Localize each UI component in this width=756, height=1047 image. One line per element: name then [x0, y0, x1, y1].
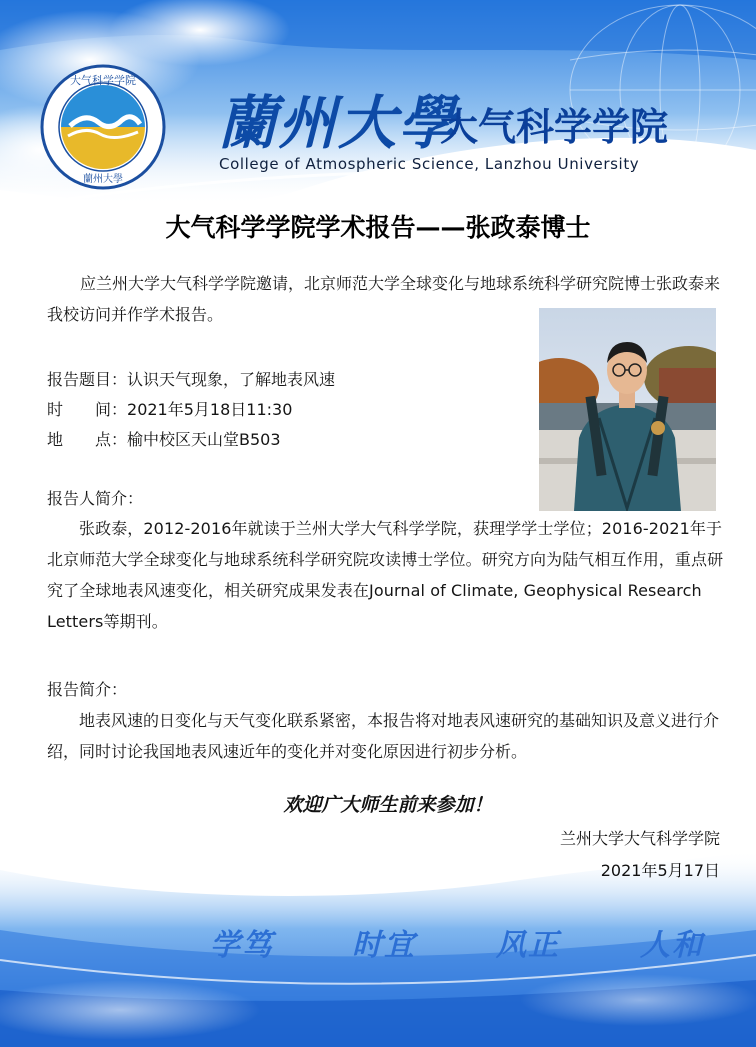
seal-text-bottom: 蘭州大學 [83, 174, 123, 185]
speaker-bio: 张政泰，2012-2016年就读于兰州大学大气科学学院，获理学学士学位；2016-2021年于北京师范大学全球变化与地球系统科学研究院攻读博士学位。研究方向为陆气相互作用，重点研究了全球地表风速变化，相关研究成果发表在Journal of Climate, Geophysical Research Letters等期刊。 [47, 519, 724, 631]
signature-org: 兰州大学大气科学学院 [559, 829, 720, 848]
college-name: 大气科学学院 [440, 105, 669, 149]
place-value: 榆中校区天山堂B503 [127, 430, 281, 449]
time-value: 2021年5月18日11:30 [127, 400, 293, 419]
summary-heading: 报告简介： [47, 680, 128, 699]
college-name-english: College of Atmospheric Science, Lanzhou University [219, 155, 640, 173]
topic-line [47, 366, 335, 394]
motto-1: 学笃 [210, 928, 274, 963]
topic-value: 认识天气现象，了解地表风速 [127, 370, 336, 389]
speaker-heading: 报告人简介： [47, 489, 144, 508]
welcome-line: 欢迎广大师生前来参加！ [283, 794, 493, 816]
motto-2: 时宜 [352, 928, 416, 963]
motto-3: 风正 [496, 928, 560, 963]
speaker-photo [539, 308, 716, 511]
university-seal-logo [40, 64, 166, 190]
time-line [47, 396, 292, 424]
summary-paragraph: 地表风速的日变化与天气变化联系紧密，本报告将对地表风速研究的基础知识及意义进行介绍，同时讨论我国地表风速近年的变化并对变化原因进行初步分析。 [47, 711, 720, 761]
invitation-paragraph: 应兰州大学大气科学学院邀请，北京师范大学全球变化与地球系统科学研究院博士张政泰来我校访问并作学术报告。 [47, 274, 721, 324]
signature-date: 2021年5月17日 [600, 861, 720, 880]
time-label: 时 间： [47, 400, 128, 419]
seal-text-top: 大气科学学院 [70, 74, 136, 87]
place-label: 地 点： [47, 430, 128, 449]
motto-4: 人和 [640, 928, 704, 963]
place-line [47, 426, 281, 454]
page-title: 大气科学学院学术报告——张政泰博士 [165, 213, 591, 242]
university-name: 蘭州大學 [218, 89, 459, 157]
topic-label: 报告题目： [47, 370, 128, 389]
